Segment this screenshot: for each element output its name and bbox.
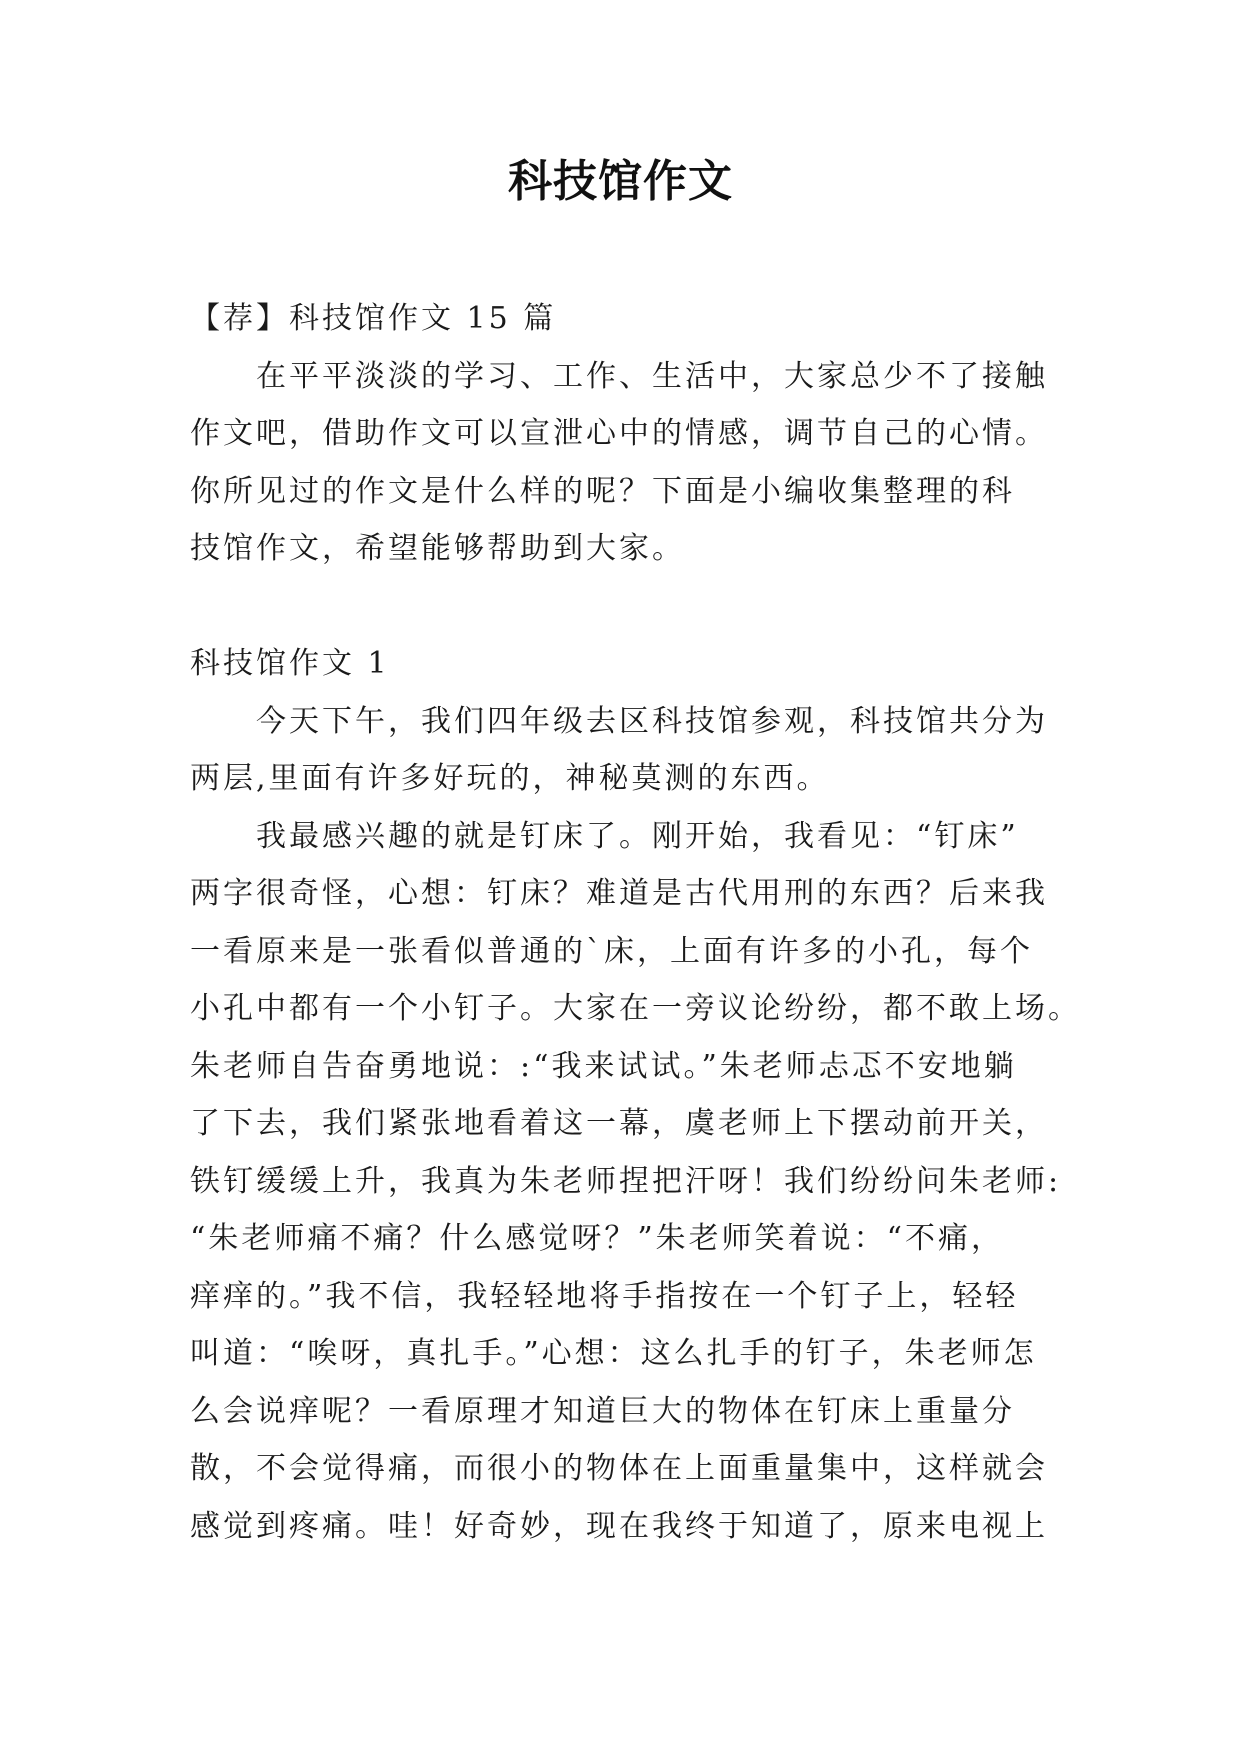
paragraph-line: 我最感兴趣的就是钉床了。刚开始，我看见：“钉床” xyxy=(256,818,1019,854)
section-heading: 科技馆作文 1 xyxy=(190,646,390,681)
intro-line: 你所见过的作文是什么样的呢？下面是小编收集整理的科 xyxy=(190,473,1015,509)
paragraph-line: 么会说痒呢？一看原理才知道巨大的物体在钉床上重量分 xyxy=(190,1393,1015,1429)
paragraph-line: “朱老师痛不痛？什么感觉呀？”朱老师笑着说：“不痛， xyxy=(190,1221,1005,1256)
paragraph-line: 朱老师自告奋勇地说：:“我来试试。”朱老师忐忑不安地躺 xyxy=(190,1048,1017,1084)
paragraph-line: 一看原来是一张看似普通的`床，上面有许多的小孔，每个 xyxy=(190,933,1033,969)
paragraph-line: 散，不会觉得痛，而很小的物体在上面重量集中，这样就会 xyxy=(190,1451,1048,1486)
paragraph-line: 感觉到疼痛。哇！好奇妙，现在我终于知道了，原来电视上 xyxy=(190,1508,1048,1544)
paragraph-line: 铁钉缓缓上升，我真为朱老师捏把汗呀！我们纷纷问朱老师: xyxy=(190,1163,1062,1199)
intro-heading: 【荐】科技馆作文 15 篇 xyxy=(190,301,557,336)
intro-line: 技馆作文，希望能够帮助到大家。 xyxy=(190,531,685,566)
section-gap xyxy=(190,578,1070,636)
document-body xyxy=(190,290,1081,1555)
paragraph-line: 今天下午，我们四年级去区科技馆参观，科技馆共分为 xyxy=(256,703,1048,739)
intro-line: 在平平淡淡的学习、工作、生活中，大家总少不了接触 xyxy=(256,358,1048,394)
paragraph-line: 小孔中都有一个小钉子。大家在一旁议论纷纷，都不敢上场。 xyxy=(190,991,1081,1026)
paragraph-line: 叫道：“唉呀，真扎手。”心想：这么扎手的钉子，朱老师怎 xyxy=(190,1336,1037,1371)
paragraph-line: 两字很奇怪，心想：钉床？难道是古代用刑的东西？后来我 xyxy=(190,876,1048,911)
paragraph-line: 两层,里面有许多好玩的，神秘莫测的东西。 xyxy=(190,761,830,796)
paragraph-line: 痒痒的。”我不信，我轻轻地将手指按在一个钉子上，轻轻 xyxy=(190,1278,1019,1314)
intro-line: 作文吧，借助作文可以宣泄心中的情感，调节自己的心情。 xyxy=(190,416,1048,451)
document-title: 科技馆作文 xyxy=(508,156,733,207)
paragraph-line: 了下去，我们紧张地看着这一幕，虞老师上下摆动前开关， xyxy=(190,1106,1048,1141)
